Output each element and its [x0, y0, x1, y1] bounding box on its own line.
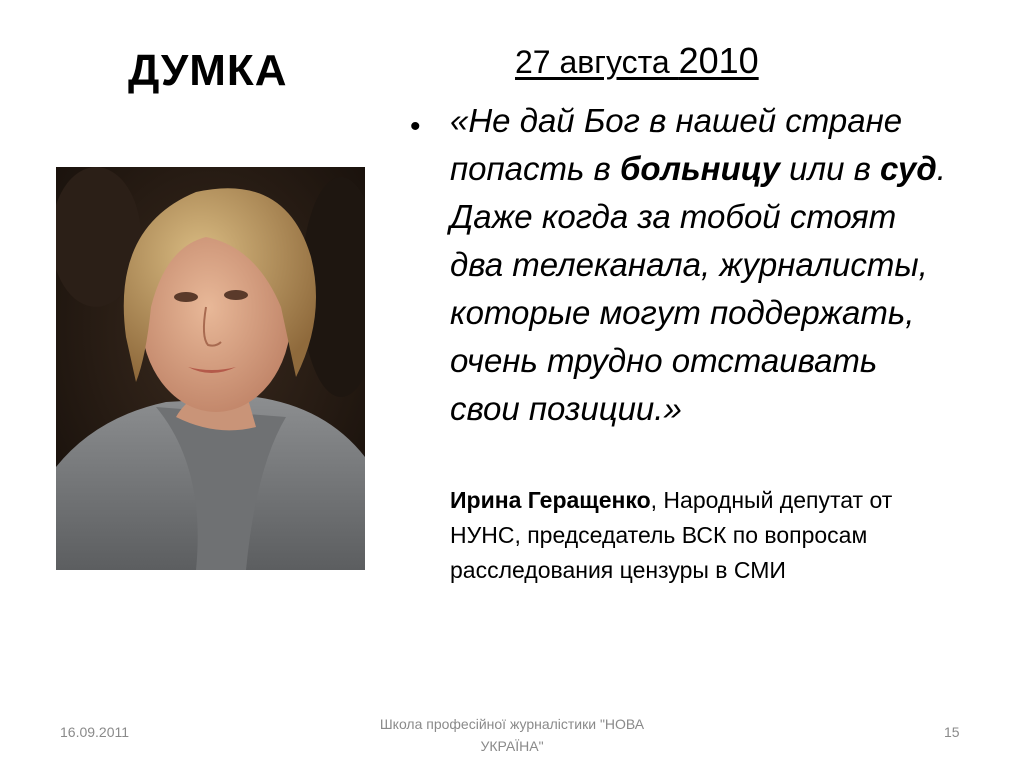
author-description: , Народный депутат от НУНС, председатель ВСК по вопросам расследования цензуры в СМИ	[450, 487, 893, 583]
quote-bold-court: суд	[880, 150, 937, 187]
quote-part-1: «Не дай Бог в нашей стране попасть в	[450, 102, 903, 187]
quote-attribution	[450, 483, 960, 588]
slide-title: ДУМКА	[128, 46, 288, 95]
quote-block	[410, 97, 970, 433]
quote-bold-hospital: больницу	[619, 150, 780, 187]
bullet-marker: •	[410, 110, 421, 143]
page-number: 15	[944, 724, 960, 740]
footer-date: 16.09.2011	[60, 724, 130, 740]
quote-date	[515, 40, 759, 82]
quote-part-2: или в	[779, 150, 881, 187]
date-year: 2010	[678, 40, 759, 81]
quote-text	[450, 97, 955, 433]
portrait-photo	[56, 167, 365, 570]
author-name: Ирина Геращенко	[450, 487, 651, 513]
portrait-illustration	[56, 167, 365, 570]
footer-school-name: Школа професійної журналістики "НОВА УКРАЇНА"	[379, 716, 645, 754]
date-day-month: 27 августа	[515, 44, 679, 80]
quote-part-3: . Даже когда за тобой стоят два телеканала, журналисты, которые могут поддержать, очень трудно отстаивать свои позиции.»	[450, 150, 946, 427]
